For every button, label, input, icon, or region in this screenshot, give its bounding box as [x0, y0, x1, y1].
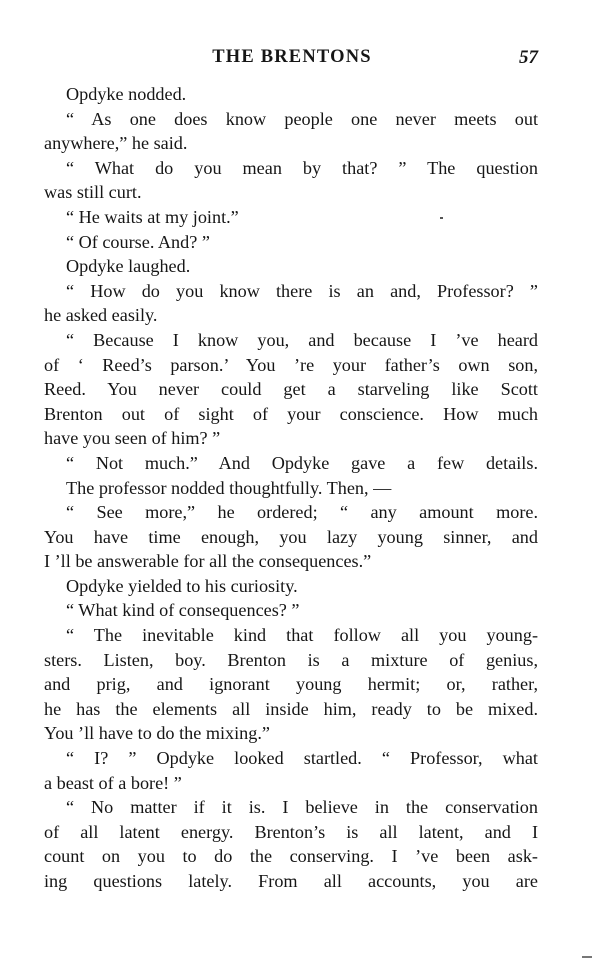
text-line: “ As one does know people one never meets out: [66, 108, 538, 129]
text-line: was still curt.: [44, 182, 142, 203]
print-speck: [440, 217, 443, 219]
text-line: “ Not much.” And Opdyke gave a few details.: [66, 452, 538, 473]
text-line: and prig, and ignorant young hermit; or, rather,: [44, 674, 538, 695]
text-line: The professor nodded thoughtfully. Then, —: [66, 477, 392, 498]
text-line: “ I? ” Opdyke looked startled. “ Professor, what: [66, 748, 538, 769]
text-line: “ How do you know there is an and, Professor? ”: [66, 280, 538, 301]
text-line: Opdyke nodded.: [66, 84, 187, 104]
text-line: he asked easily.: [44, 305, 158, 326]
text-line: ing questions lately. From all accounts, you are: [44, 871, 538, 891]
body-text: [44, 82, 538, 894]
text-line: “ What do you mean by that? ” The question: [66, 157, 538, 178]
page-number: 57: [519, 47, 538, 68]
text-line: Reed. You never could get a starveling like Scott: [44, 379, 538, 400]
text-line: count on you to do the conserving. I ’ve been ask-: [44, 846, 538, 867]
text-line: have you seen of him? ”: [44, 428, 221, 449]
text-line: of all latent energy. Brenton’s is all latent, and I: [44, 821, 538, 842]
text-line: “ The inevitable kind that follow all you young-: [66, 625, 538, 646]
print-speck: [582, 956, 592, 958]
page-header: [44, 47, 540, 73]
text-line: “ Of course. And? ”: [66, 231, 210, 252]
text-line: I ’ll be answerable for all the consequences.”: [44, 551, 372, 572]
running-title: THE BRENTONS: [212, 47, 372, 67]
text-line: You ’ll have to do the mixing.”: [44, 723, 270, 744]
text-line: Opdyke yielded to his curiosity.: [66, 575, 298, 596]
text-line: You have time enough, you lazy young sinner, and: [44, 526, 538, 547]
text-line: “ Because I know you, and because I ’ve heard: [66, 329, 538, 350]
text-line: “ See more,” he ordered; “ any amount more.: [66, 502, 538, 523]
text-line: sters. Listen, boy. Brenton is a mixture of genius,: [44, 649, 538, 670]
text-line: a beast of a bore! ”: [44, 772, 182, 793]
text-line: anywhere,” he said.: [44, 133, 188, 154]
text-line: of ‘ Reed’s parson.’ You ’re your father’s own son,: [44, 354, 538, 375]
text-line: “ No matter if it is. I believe in the conservation: [66, 797, 538, 818]
text-line: “ What kind of consequences? ”: [66, 600, 300, 621]
text-line: Brenton out of sight of your conscience. How much: [44, 403, 538, 424]
text-line: Opdyke laughed.: [66, 256, 191, 277]
text-line: he has the elements all inside him, ready to be mixed.: [44, 698, 538, 719]
text-line: “ He waits at my joint.”: [66, 206, 239, 227]
